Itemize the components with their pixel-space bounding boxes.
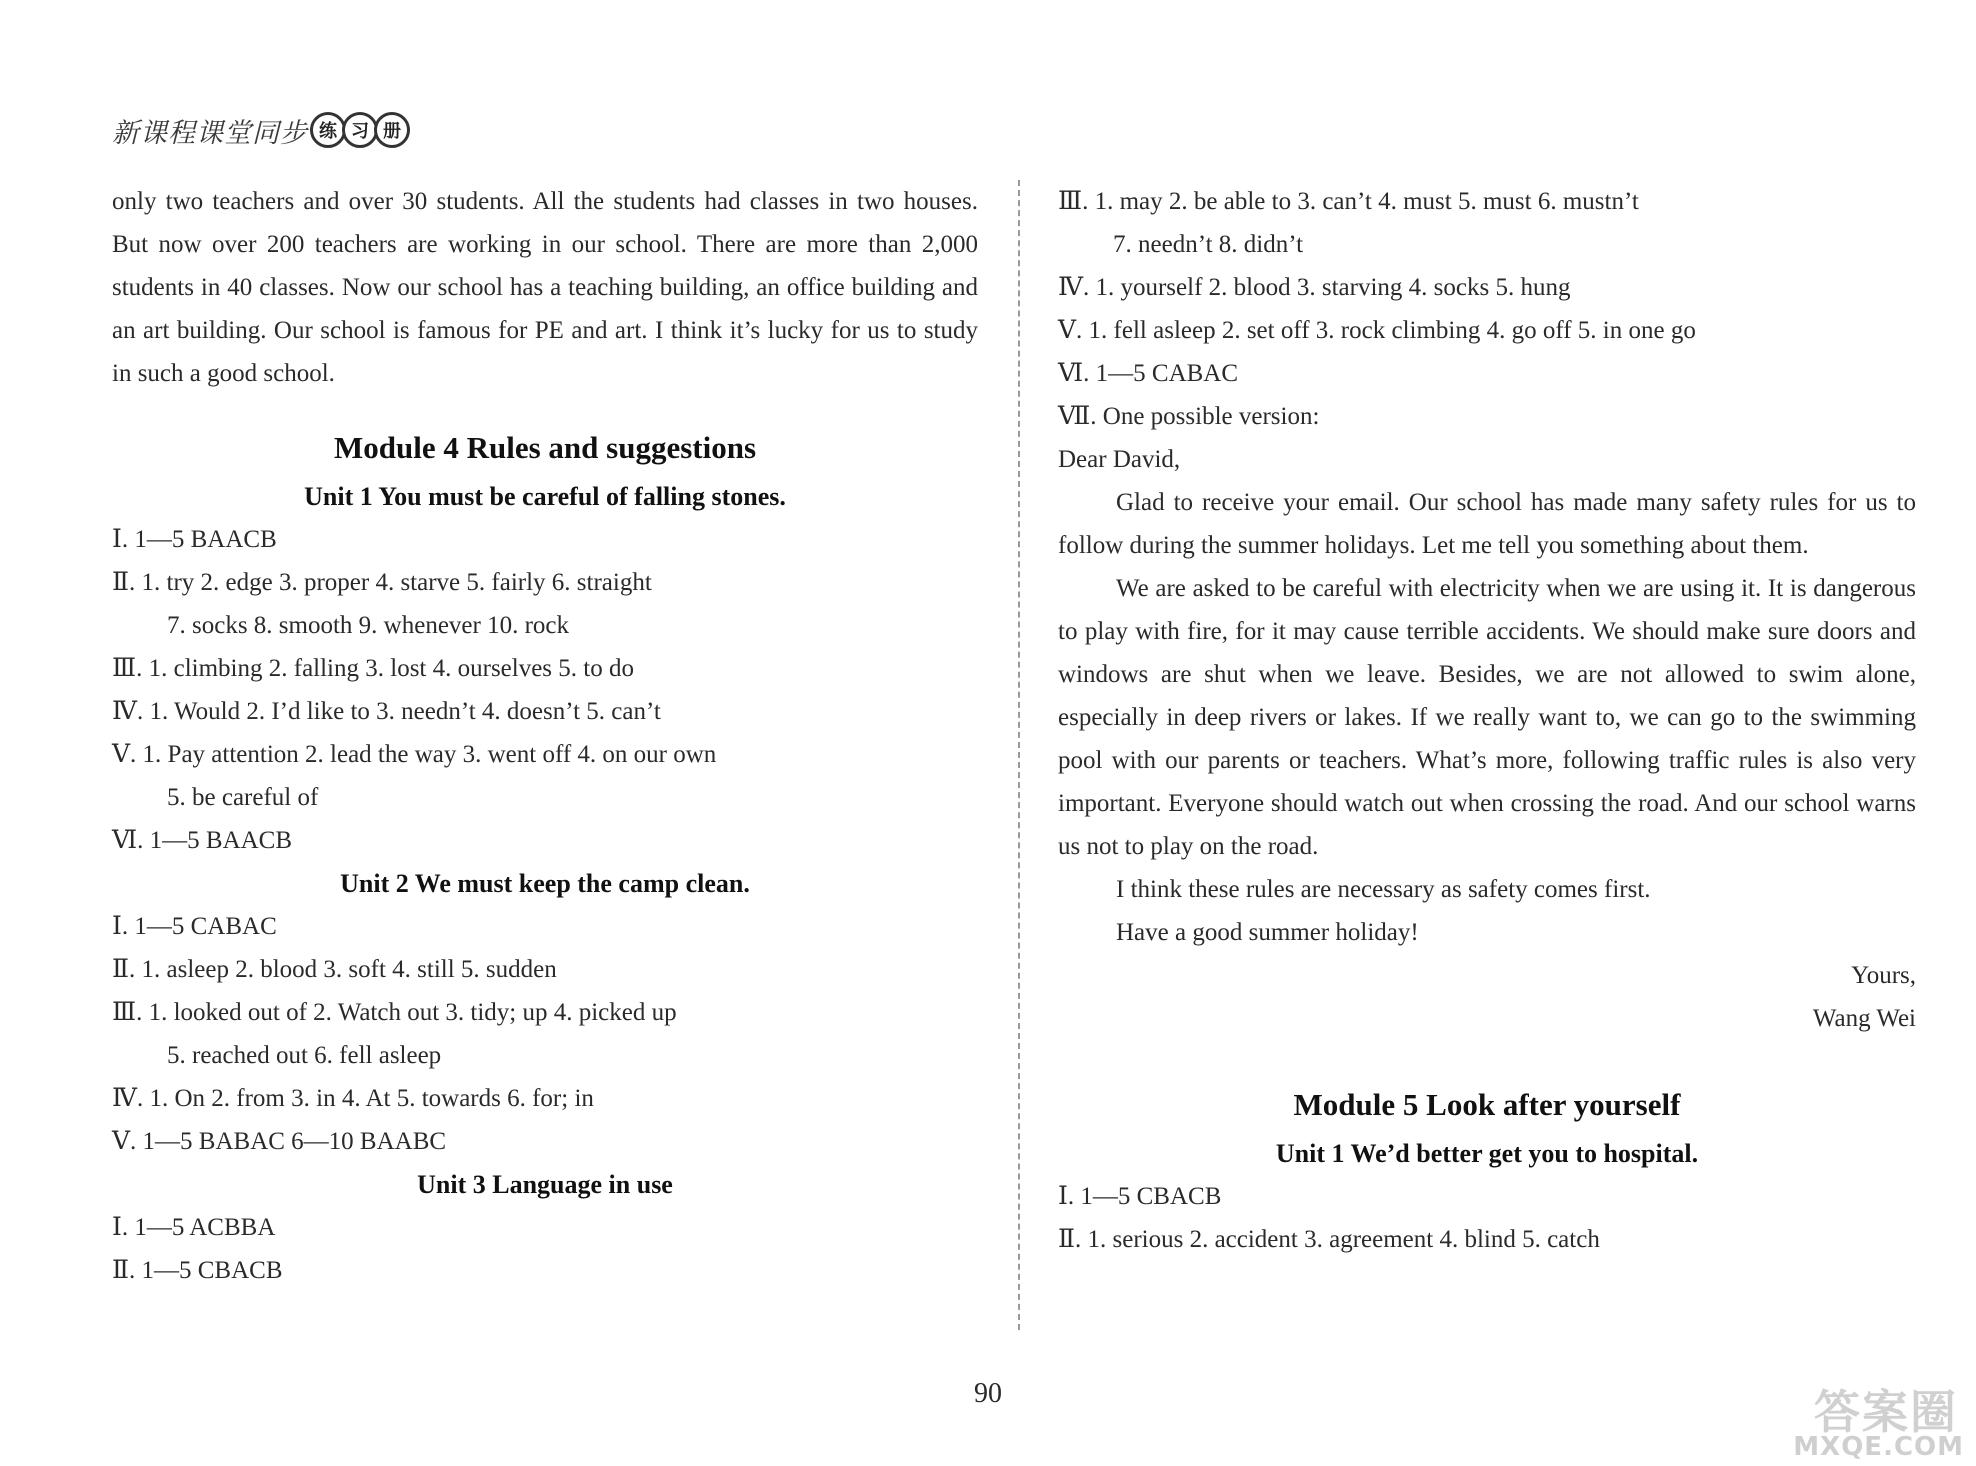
header-badge: 练: [310, 112, 346, 148]
page-number: 90: [974, 1378, 1002, 1409]
answer-line: Ⅳ. 1. Would 2. I’d like to 3. needn’t 4. doesn’t 5. can’t: [112, 698, 661, 725]
right-column: [1058, 180, 1916, 1261]
answer-line: Ⅳ. 1. On 2. from 3. in 4. At 5. towards 6. for; in: [112, 1085, 594, 1112]
header-title: 新课程课堂同步: [112, 117, 308, 149]
column-divider: [1018, 180, 1020, 1330]
answer-line: Ⅲ. 1. looked out of 2. Watch out 3. tidy; up 4. picked up: [112, 999, 677, 1026]
letter-closing: Yours,: [1851, 962, 1916, 989]
letter-paragraph: Glad to receive your email. Our school has made many safety rules for us to follow during the summer holidays. Let me tell you something about them.: [1058, 489, 1916, 559]
answer-line: Ⅱ. 1. serious 2. accident 3. agreement 4. blind 5. catch: [1058, 1226, 1600, 1253]
intro-paragraph: only two teachers and over 30 students. All the students had classes in two houses. But now over 200 teachers are working in our school. There are more than 2,000 students in 40 classes. Now our school has a teaching building, an office building and an art building. Our school is famous for PE and art. I think it’s lucky for us to study in such a good school.: [112, 188, 978, 387]
answer-line: Ⅲ. 1. may 2. be able to 3. can’t 4. must 5. must 6. mustn’t: [1058, 188, 1639, 215]
answer-line: Ⅱ. 1. try 2. edge 3. proper 4. starve 5. fairly 6. straight: [112, 569, 652, 596]
watermark: [1778, 1380, 1968, 1462]
answer-line: Ⅰ. 1—5 BAACB: [112, 526, 277, 553]
answer-line: Ⅴ. 1—5 BABAC 6—10 BAABC: [112, 1128, 447, 1155]
module-5-title: Module 5 Look after yourself: [1293, 1087, 1681, 1122]
module-5-unit-1-title: Unit 1 We’d better get you to hospital.: [1275, 1139, 1699, 1168]
answer-line: 7. needn’t 8. didn’t: [1113, 231, 1304, 258]
module-4-unit-1-title: Unit 1 You must be careful of falling stones.: [304, 482, 786, 511]
answer-line: Ⅶ. One possible version:: [1058, 403, 1320, 430]
module-4-unit-2-title: Unit 2 We must keep the camp clean.: [340, 869, 750, 898]
answer-line: 7. socks 8. smooth 9. whenever 10. rock: [167, 612, 570, 639]
answer-line: 5. reached out 6. fell asleep: [167, 1042, 442, 1069]
left-column: [112, 180, 978, 1292]
letter-paragraph: I think these rules are necessary as safety comes first.: [1116, 876, 1651, 903]
letter-signature: Wang Wei: [1812, 1005, 1916, 1032]
watermark-logo: 答案圈: [1814, 1385, 1958, 1439]
header-badge: 册: [374, 112, 410, 148]
answer-line: Ⅳ. 1. yourself 2. blood 3. starving 4. socks 5. hung: [1058, 274, 1571, 301]
answer-line: Ⅰ. 1—5 ACBBA: [112, 1214, 276, 1241]
answer-line: Ⅰ. 1—5 CABAC: [112, 913, 277, 940]
header-badges: [314, 112, 410, 148]
module-4-title: Module 4 Rules and suggestions: [333, 430, 757, 465]
answer-line: Ⅴ. 1. fell asleep 2. set off 3. rock climbing 4. go off 5. in one go: [1058, 317, 1696, 344]
answer-line: 5. be careful of: [167, 784, 319, 811]
answer-line: Ⅰ. 1—5 CBACB: [1058, 1183, 1222, 1210]
header-badge: 习: [342, 112, 378, 148]
answer-line: Ⅵ. 1—5 CABAC: [1058, 360, 1239, 387]
letter-paragraph: We are asked to be careful with electricity when we are using it. It is dangerous to play with fire, for it may cause terrible accidents. We should make sure doors and windows are shut when we leave. Besides, we are not allowed to swim alone, especially in deep rivers or lakes. If we really want to, we can go to the swimming pool with our parents or teachers. What’s more, following traffic rules is also very important. Everyone should watch out when crossing the road. And our school warns us not to play on the road.: [1058, 575, 1916, 860]
letter-greeting: Dear David,: [1058, 446, 1181, 473]
letter-paragraph: Have a good summer holiday!: [1116, 919, 1419, 946]
module-4-unit-3-title: Unit 3 Language in use: [417, 1170, 673, 1199]
answer-line: Ⅱ. 1—5 CBACB: [112, 1257, 283, 1284]
watermark-url: MXQE.COM: [1793, 1432, 1964, 1462]
answer-line: Ⅱ. 1. asleep 2. blood 3. soft 4. still 5. sudden: [112, 956, 557, 983]
answer-line: Ⅴ. 1. Pay attention 2. lead the way 3. went off 4. on our own: [112, 741, 717, 768]
answer-line: Ⅵ. 1—5 BAACB: [112, 827, 293, 854]
header-logo: [112, 108, 410, 152]
answer-line: Ⅲ. 1. climbing 2. falling 3. lost 4. ourselves 5. to do: [112, 655, 634, 682]
